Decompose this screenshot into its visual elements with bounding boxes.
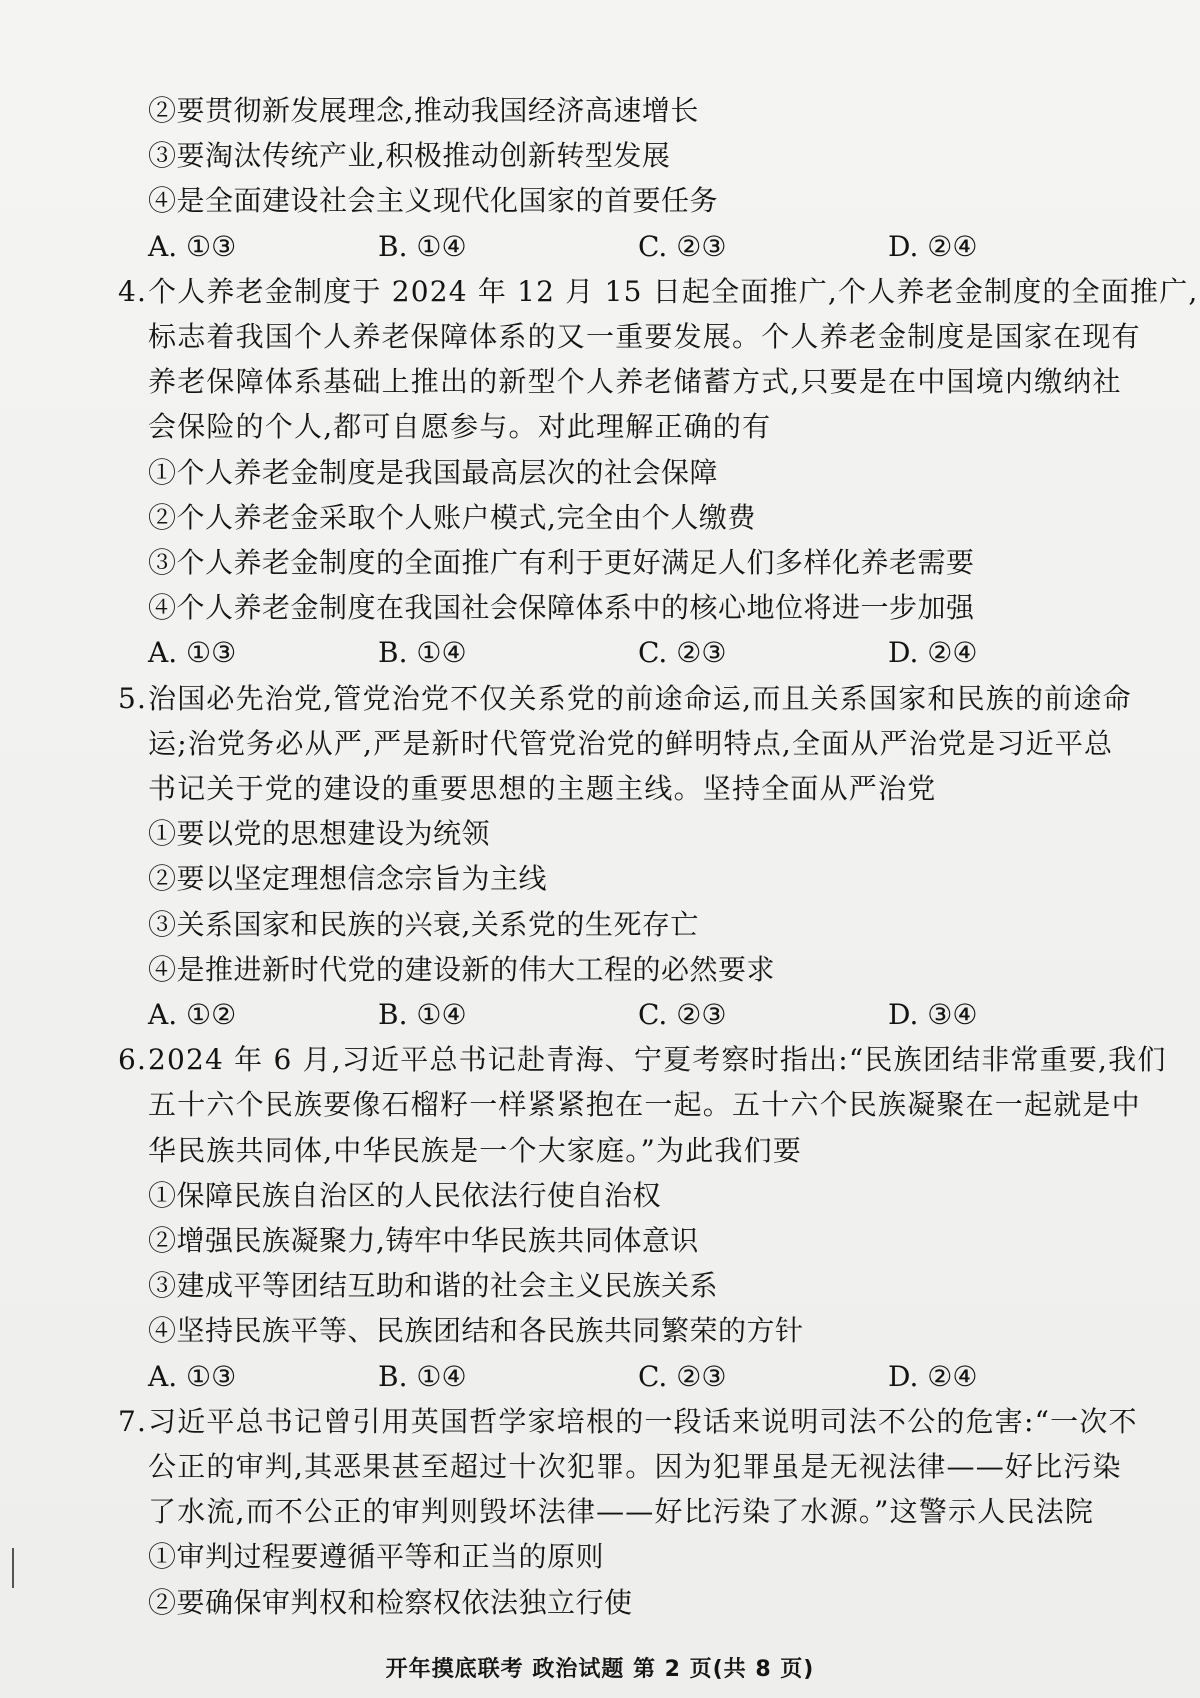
q6-choices <box>148 1354 1138 1399</box>
q5-option-2: ②要以坚定理想信念宗旨为主线 <box>148 862 548 896</box>
q3-choice-c: C. ②③ <box>638 229 727 263</box>
q5-stem-line-3: 书记关于党的建设的重要思想的主题主线。坚持全面从严治党 <box>148 772 937 806</box>
q6-stem-line-1: 6.2024 年 6 月,习近平总书记赴青海、宁夏考察时指出:“民族团结非常重要,我们 <box>118 1043 1167 1077</box>
q6-stem-text-1: 2024 年 6 月,习近平总书记赴青海、宁夏考察时指出:“民族团结非常重要,我们 <box>148 1043 1167 1077</box>
q5-choice-d: D. ③④ <box>888 998 978 1032</box>
q7-option-2: ②要确保审判权和检察权依法独立行使 <box>148 1585 633 1619</box>
q5-choices <box>148 992 1138 1037</box>
q3-option-2: ②要贯彻新发展理念,推动我国经济高速增长 <box>148 94 699 127</box>
q3-choice-a: A. ①③ <box>148 229 237 263</box>
page-content <box>118 88 1199 1625</box>
q7-stem-text-1: 习近平总书记曾引用英国哲学家培根的一段话来说明司法不公的危害:“一次不 <box>148 1404 1138 1438</box>
q3-option-4: ④是全面建设社会主义现代化国家的首要任务 <box>148 184 719 218</box>
q4-stem-line-1: 4.个人养老金制度于 2024 年 12 月 15 日起全面推广,个人养老金制度的全面推广, <box>118 274 1199 308</box>
question-3-continued <box>148 88 1138 269</box>
q7-stem-line-3: 了水流,而不公正的审判则毁坏法律——好比污染了水源。”这警示人民法院 <box>148 1495 1095 1529</box>
q6-choice-a: A. ①③ <box>148 1359 237 1393</box>
q4-choice-d: D. ②④ <box>888 636 978 670</box>
q7-option-1: ①审判过程要遵循平等和正当的原则 <box>148 1540 605 1574</box>
question-5 <box>118 676 1138 1038</box>
q6-option-1: ①保障民族自治区的人民依法行使自治权 <box>148 1178 662 1212</box>
q5-stem-line-1: 5.治国必先治党,管党治党不仅关系党的前途命运,而且关系国家和民族的前途命 <box>118 681 1132 715</box>
q7-stem-line-1: 7.习近平总书记曾引用英国哲学家培根的一段话来说明司法不公的危害:“一次不 <box>118 1404 1138 1438</box>
q3-choices <box>148 224 1138 269</box>
q3-choice-d: D. ②④ <box>888 229 978 263</box>
q4-stem-line-2: 标志着我国个人养老保障体系的又一重要发展。个人养老金制度是国家在现有 <box>148 320 1141 353</box>
q4-option-2: ②个人养老金采取个人账户模式,完全由个人缴费 <box>148 500 756 534</box>
q6-stem-line-3: 华民族共同体,中华民族是一个大家庭。”为此我们要 <box>148 1133 803 1167</box>
q5-choice-c: C. ②③ <box>638 998 727 1032</box>
q5-choice-a: A. ①② <box>148 998 237 1032</box>
q6-option-4: ④坚持民族平等、民族团结和各民族共同繁荣的方针 <box>148 1314 804 1348</box>
q5-option-3: ③关系国家和民族的兴衰,关系党的生死存亡 <box>148 907 699 941</box>
q3-option-3: ③要淘汰传统产业,积极推动创新转型发展 <box>148 139 671 173</box>
q4-stem-text-1: 个人养老金制度于 2024 年 12 月 15 日起全面推广,个人养老金制度的全面推广, <box>148 274 1199 308</box>
q4-stem-line-3: 养老保障体系基础上推出的新型个人养老储蓄方式,只要是在中国境内缴纳社 <box>148 365 1122 399</box>
q4-choice-b: B. ①④ <box>378 636 467 670</box>
q6-option-2: ②增强民族凝聚力,铸牢中华民族共同体意识 <box>148 1224 699 1258</box>
q5-option-1: ①要以党的思想建设为统领 <box>148 817 491 851</box>
q4-choice-a: A. ①③ <box>148 636 237 670</box>
question-4 <box>118 269 1199 676</box>
q5-stem-line-2: 运;治党务必从严,严是新时代管党治党的鲜明特点,全面从严治党是习近平总 <box>148 726 1114 760</box>
q3-choice-b: B. ①④ <box>378 229 467 263</box>
q5-option-4: ④是推进新时代党的建设新的伟大工程的必然要求 <box>148 952 776 986</box>
q4-choice-c: C. ②③ <box>638 636 727 670</box>
q4-option-1: ①个人养老金制度是我国最高层次的社会保障 <box>148 455 719 489</box>
q7-stem-line-2: 公正的审判,其恶果甚至超过十次犯罪。因为犯罪虽是无视法律——好比污染 <box>148 1450 1122 1484</box>
q6-stem-line-2: 五十六个民族要像石榴籽一样紧紧抱在一起。五十六个民族凝聚在一起就是中 <box>148 1088 1141 1122</box>
q4-choices <box>148 630 1138 675</box>
question-7 <box>118 1399 1138 1625</box>
page-footer: 开年摸底联考 政治试题 第 2 页(共 8 页) <box>385 1657 815 1682</box>
q6-option-3: ③建成平等团结互助和谐的社会主义民族关系 <box>148 1269 719 1303</box>
q6-choice-d: D. ②④ <box>888 1359 978 1393</box>
q4-option-3: ③个人养老金制度的全面推广有利于更好满足人们多样化养老需要 <box>148 546 975 580</box>
q5-stem-text-1: 治国必先治党,管党治党不仅关系党的前途命运,而且关系国家和民族的前途命 <box>148 681 1132 715</box>
q6-choice-b: B. ①④ <box>378 1359 467 1393</box>
question-6 <box>118 1037 1167 1399</box>
q6-choice-c: C. ②③ <box>638 1359 727 1393</box>
scan-edge-mark <box>12 1548 14 1588</box>
q4-option-4: ④个人养老金制度在我国社会保障体系中的核心地位将进一步加强 <box>148 591 975 625</box>
q5-choice-b: B. ①④ <box>378 998 467 1032</box>
q4-stem-line-4: 会保险的个人,都可自愿参与。对此理解正确的有 <box>148 410 772 444</box>
